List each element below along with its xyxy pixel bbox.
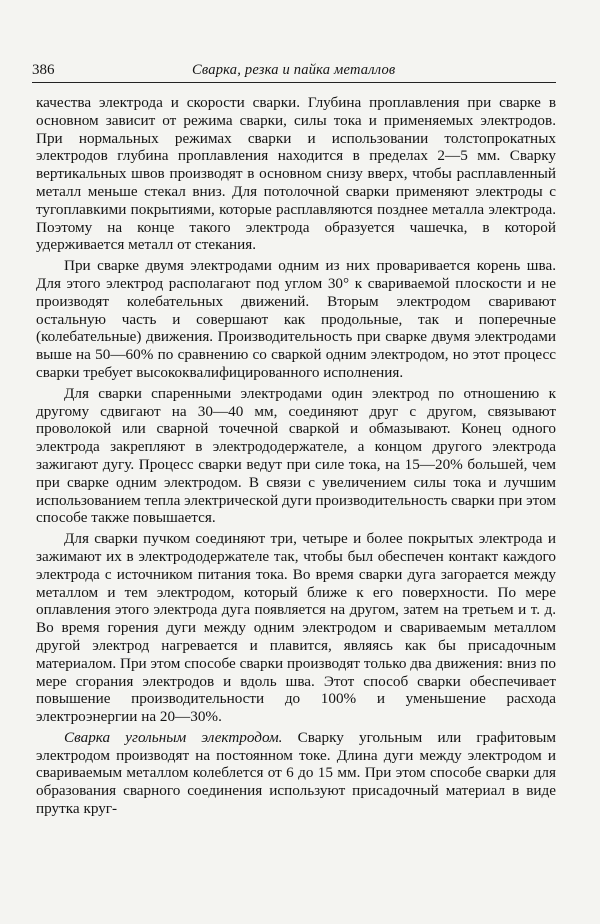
running-title: Сварка, резка и пайка металлов [192,62,396,78]
body-text [36,94,556,821]
paragraph-text: Сварку угольным или графитовым электродом производят на постоянном токе. Длина дуги между электродом и свариваемым металлом колеблется от 6 до 15 мм. При этом способе сварки для образования сварного соединения используют присадочный материал в виде прутка круг- [36,728,556,818]
page-number: 386 [32,62,55,78]
paragraph: При сварке двумя электродами одним из них проваривается корень шва. Для этого электрод располагают под углом 30° к свариваемой плоскости и не производят колебательных движений. Вторым электродом сваривают остальную часть и совершают как продольные, так и поперечные (колебательные) движения. Производительность при сварке двумя электродами выше на 50—60% по сравнению со сваркой одним электродом, но этот процесс сварки требует высококвалифицированного исполнения. [36,257,556,381]
section-heading: Сварка угольным электродом. [64,728,283,746]
paragraph [36,729,556,818]
page-header [32,58,556,84]
paragraph: качества электрода и скорости сварки. Глубина проплавления при сварке в основном зависит от режима сварки, силы тока и применяемых электродов. При нормальных режимах сварки и использовании толстопрокатных электродов глубина проплавления находится в пределах 2—5 мм. Сварку вертикальных швов производят в основном снизу вверх, чтобы расплавленный металл меньше стекал вниз. Для потолочной сварки применяют электроды с тугоплавкими покрытиями, которые расплавляются позднее металла электрода. Поэтому на конце такого электрода образуется чашечка, в которой удерживается металл от стекания. [36,94,556,254]
header-rule [32,82,556,83]
paragraph: Для сварки пучком соединяют три, четыре и более покрытых электрода и зажимают их в электрододержателе так, чтобы был обеспечен контакт каждого электрода с источником питания тока. Во время сварки дуга загорается между металлом и тем электродом, который ближе к его поверхности. По мере оплавления этого электрода дуга появляется на другом, затем на третьем и т. д. Во время горения дуги между одним электродом и свариваемым металлом другой электрод нагревается и плавится, являясь как бы присадочным материалом. При этом способе сварки производят только два движения: вниз по мере сгорания электродов и вдоль шва. Этот способ сварки обеспечивает повышение производительности до 100% и уменьшение расхода электроэнергии на 20—30%. [36,530,556,726]
paragraph: Для сварки спаренными электродами один электрод по отношению к другому сдвигают на 30—40 мм, соединяют друг с другом, связывают проволокой или сварной точечной сваркой и обмазывают. Конец одного электрода закрепляют в электрододержателе, а концом другого электрода зажигают дугу. Процесс сварки ведут при силе тока, на 15—20% большей, чем при сварке одним электродом. В связи с увеличением силы тока и лучшим использованием тепла электрической дуги производительность сварки при этом способе также повышается. [36,384,556,527]
